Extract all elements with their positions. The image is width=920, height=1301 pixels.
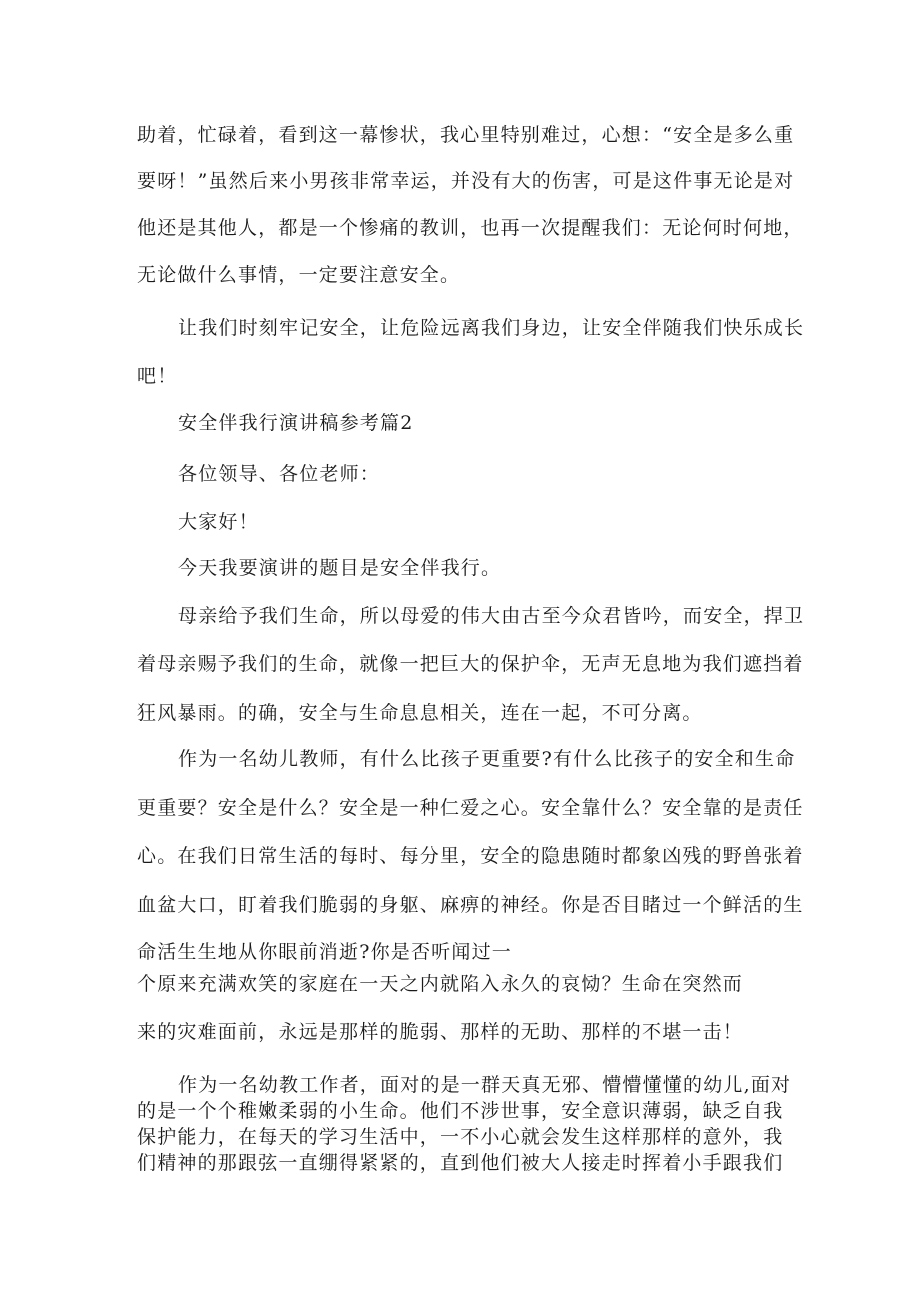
text-line: 他还是其他人，都是一个惨痛的教训，也再一次提醒我们：无论何时何地， — [137, 217, 804, 239]
text-line: 命活生生地从你眼前消逝?你是否听闻过一 — [137, 941, 512, 963]
text-line: 作为一名幼教工作者，面对的是一群天真无邪、懵懵懂懂的幼儿,面对 — [178, 1074, 792, 1096]
text-line: 个原来充满欢笑的家庭在一天之内就陷入永久的哀恸？生命在突然而 — [137, 973, 744, 995]
text-line: 助着，忙碌着，看到这一幕惨状，我心里特别难过，心想：“安全是多么重 — [137, 124, 795, 146]
text-line: 狂风暴雨。的确，安全与生命息息相关，连在一起，不可分离。 — [137, 702, 703, 724]
text-line: 让我们时刻牢记安全，让危险远离我们身边，让安全伴随我们快乐成长 — [178, 317, 805, 339]
salutation: 各位领导、各位老师： — [178, 463, 381, 485]
text-line: 保护能力，在每天的学习生活中，一不小心就会发生这样那样的意外，我 — [137, 1126, 784, 1148]
text-line: 今天我要演讲的题目是安全伴我行。 — [178, 557, 502, 579]
section-heading: 安全伴我行演讲稿参考篇2 — [178, 412, 414, 434]
text-line: 母亲给予我们生命，所以母爱的伟大由古至今众君皆吟，而安全，捍卫 — [178, 605, 805, 627]
text-line: 们精神的那跟弦一直绷得紧紧的，直到他们被大人接走时挥着小手跟我们 — [137, 1152, 784, 1174]
text-line: 作为一名幼儿教师，有什么比孩子更重要?有什么比孩子的安全和生命 — [178, 748, 796, 770]
text-line: 的是一个个稚嫩柔弱的小生命。他们不涉世事，安全意识薄弱，缺乏自我 — [137, 1100, 784, 1122]
text-line: 心。在我们日常生活的每时、每分里，安全的隐患随时都象凶残的野兽张着 — [137, 845, 804, 867]
text-line: 血盆大口，盯着我们脆弱的身躯、麻痹的神经。你是否目睹过一个鲜活的生 — [137, 894, 804, 916]
text-line: 来的灾难面前，永远是那样的脆弱、那样的无助、那样的不堪一击！ — [137, 1021, 744, 1043]
greeting: 大家好！ — [178, 511, 259, 533]
text-line: 更重要？安全是什么？安全是一种仁爱之心。安全靠什么？安全靠的是责任 — [137, 797, 804, 819]
text-line: 要呀！”虽然后来小男孩非常幸运，并没有大的伤害，可是这件事无论是对 — [137, 170, 795, 192]
text-line: 无论做什么事情，一定要注意安全。 — [137, 264, 461, 286]
text-line: 着母亲赐予我们的生命，就像一把巨大的保护伞，无声无息地为我们遮挡着 — [137, 653, 804, 675]
text-line: 吧！ — [137, 365, 178, 387]
